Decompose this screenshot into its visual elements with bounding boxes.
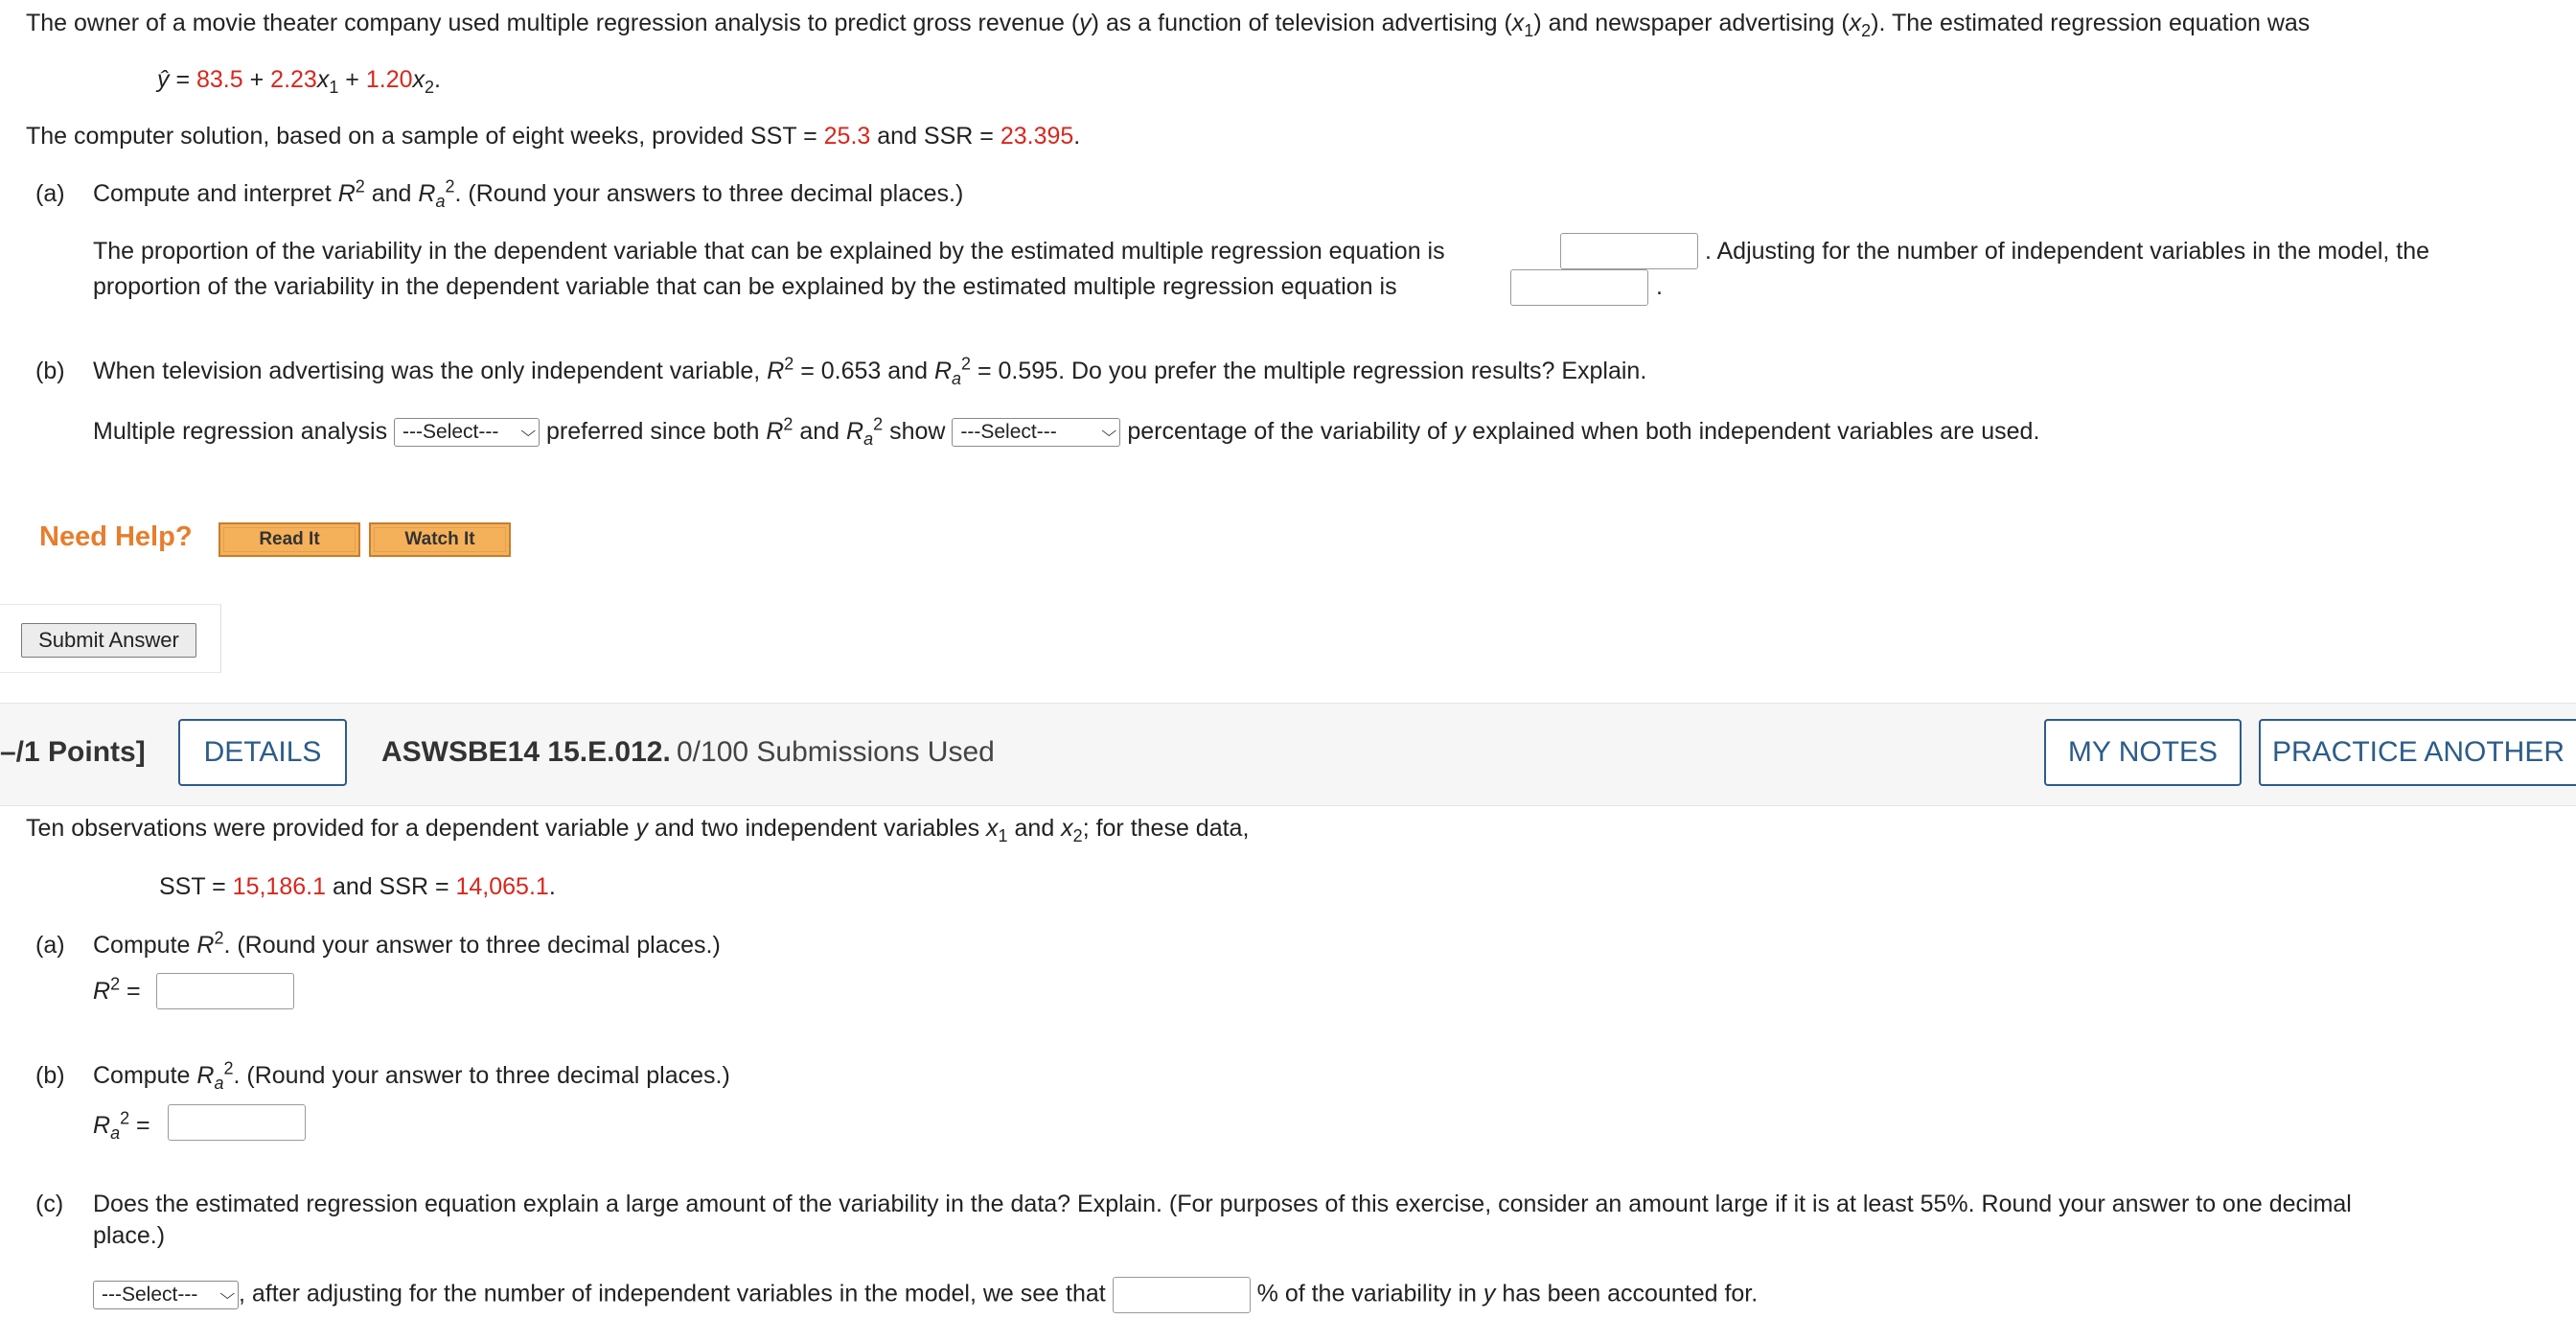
q1-intro: The owner of a movie theater company used multiple regression analysis to predict gross revenue (y) as a function of television advertising $(x_1)$ and newspaper advertising $(x_2)$. The estimated regression equation was xyxy=(26,10,2311,40)
large-amount-select[interactable]: ---Select--- ⌵ xyxy=(93,1281,239,1309)
q2-adjusted-r-squared-input[interactable] xyxy=(168,1104,306,1141)
q2-part-c-answer-row: ---Select--- ⌵ , after adjusting for the number of independent variables in the model, we see that % of the variability in y has been accounted for. xyxy=(93,1277,1758,1313)
q1-part-a-prompt: Compute and interpret $R^2$ and $R_a^2$. (Round your answers to three decimal places.) xyxy=(93,176,964,211)
q1-part-b-prompt: When television advertising was the only independent variable, $R^2 = 0.653$ and $R_a^2 = 0.595$. Do you prefer the multiple regression results? Explain. xyxy=(93,354,1647,388)
preferred-select[interactable]: ---Select--- ⌵ xyxy=(394,418,540,447)
percentage-select[interactable]: ---Select--- ⌵ xyxy=(952,418,1120,447)
q2-part-b-prompt: Compute $R_a^2$. (Round your answer to three decimal places.) xyxy=(93,1058,730,1093)
need-help-label: Need Help? xyxy=(39,521,193,552)
q1-part-b-label: (b) xyxy=(35,358,65,384)
q2-part-a-label: (a) xyxy=(35,932,65,959)
q2-part-c-label: (c) xyxy=(35,1191,64,1217)
question-code: ASWSBE14 15.E.012. xyxy=(381,736,671,768)
q1-equation: ŷ = $83.5 + 2.23x_1 + 1.20x_2$. xyxy=(157,66,441,97)
q1-part-a-line1-end: . Adjusting for the number of independent variables in the model, the xyxy=(1705,238,2430,265)
chevron-down-icon: ⌵ xyxy=(520,424,537,441)
q2-part-a-prompt: Compute $R^2$. (Round your answer to three decimal places.) xyxy=(93,928,721,959)
adjusted-r-squared-input[interactable] xyxy=(1510,269,1648,306)
q2-intro: Ten observations were provided for a dependent variable y and two independent variables $x_1$ and $x_2$; for these data, xyxy=(26,815,1250,845)
q1-part-a-line1: The proportion of the variability in the dependent variable that can be explained by the estimated multiple regression equation is xyxy=(93,238,1445,265)
practice-another-button[interactable]: PRACTICE ANOTHER xyxy=(2259,719,2576,786)
q2-sst-ssr: SST = 15,186.1 and SSR = 14,065.1. xyxy=(159,873,556,900)
q2-part-c-prompt-line2: place.) xyxy=(93,1222,166,1249)
variability-percent-input[interactable] xyxy=(1113,1277,1251,1313)
q2-r-squared-input[interactable] xyxy=(156,973,294,1009)
details-button[interactable]: DETAILS xyxy=(178,719,347,786)
chevron-down-icon: ⌵ xyxy=(219,1286,236,1303)
my-notes-button[interactable]: MY NOTES xyxy=(2044,719,2242,786)
submissions-used: 0/100 Submissions Used xyxy=(677,736,995,768)
read-it-button[interactable]: Read It xyxy=(218,522,360,557)
q1-part-a-label: (a) xyxy=(35,180,65,207)
q1-part-b-answer-row: Multiple regression analysis ---Select--- ⌵ preferred since both $R^2$ and $R_a^2$ show ---Select--- ⌵ percentage of the variability of y explained when both independent variables are used. xyxy=(93,414,2040,449)
chevron-down-icon: ⌵ xyxy=(1101,424,1117,441)
q1-part-a-line2-end: . xyxy=(1656,273,1663,300)
q2-adjusted-r-squared-label: $R_a^2$ = xyxy=(93,1108,150,1143)
q2-r-squared-label: $R^2$ = xyxy=(93,974,141,1005)
submit-answer-button[interactable]: Submit Answer xyxy=(21,623,196,658)
watch-it-button[interactable]: Watch It xyxy=(369,522,511,557)
q1-sst-ssr: The computer solution, based on a sample of eight weeks, provided SST = 25.3 and SSR = 23.395. xyxy=(26,123,1081,150)
r-squared-input[interactable] xyxy=(1560,233,1698,269)
points-label: –/1 Points] xyxy=(0,736,146,768)
q2-part-b-label: (b) xyxy=(35,1062,65,1089)
q2-part-c-prompt-line1: Does the estimated regression equation explain a large amount of the variability in the data? Explain. (For purposes of this exercise, consider an amount large if it is at least 55%. Round your answer to one decimal xyxy=(93,1191,2352,1217)
q1-part-a-line2: proportion of the variability in the dependent variable that can be explained by the estimated multiple regression equation is xyxy=(93,273,1397,300)
